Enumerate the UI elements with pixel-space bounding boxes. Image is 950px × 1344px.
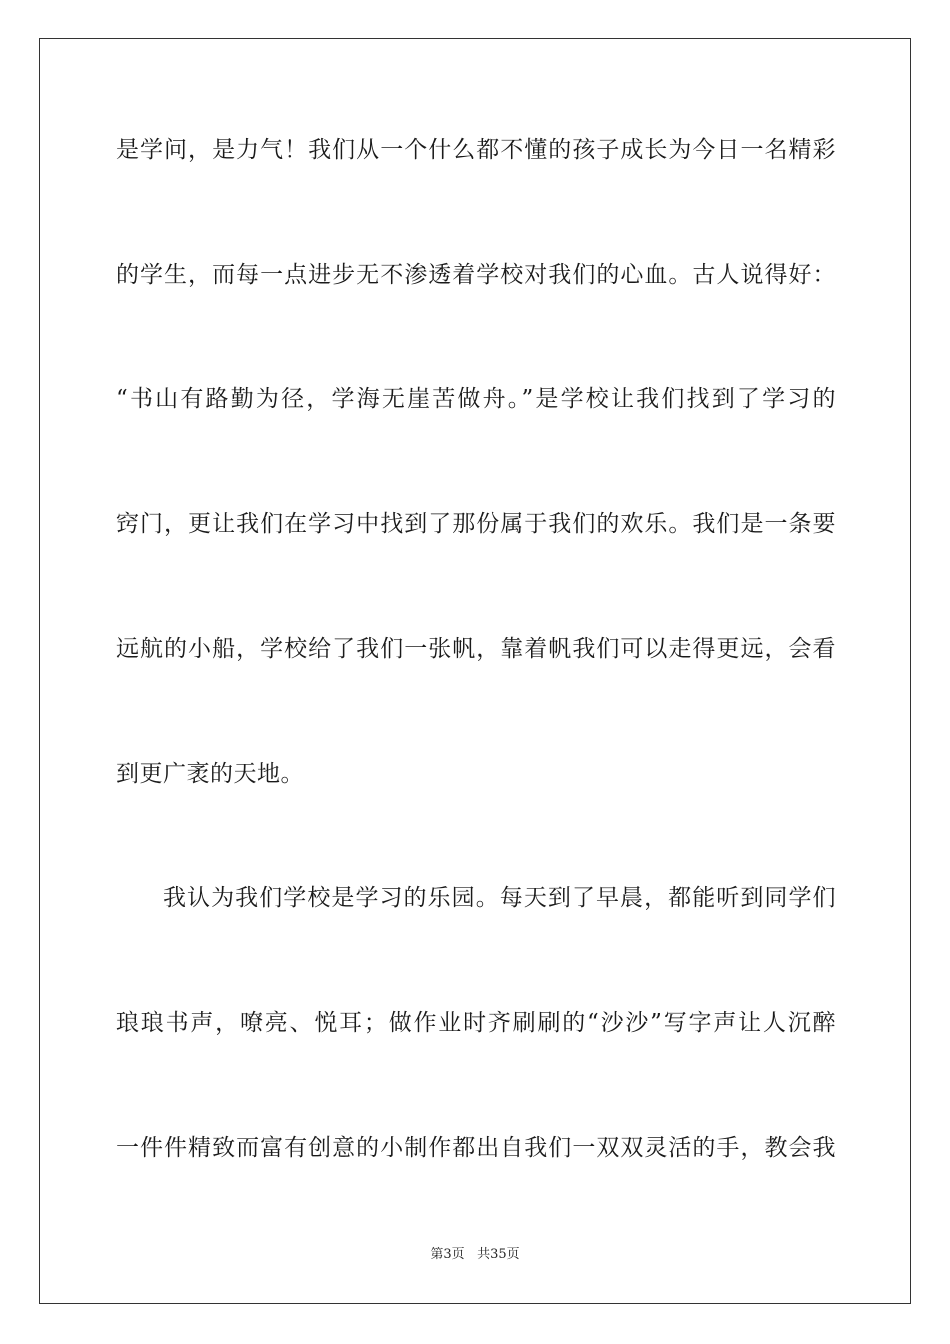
- text-line: 一件件精致而富有创意的小制作都出自我们一双双灵活的手，教会我: [116, 1135, 836, 1161]
- text-line: 是学问，是力气！我们从一个什么都不懂的孩子成长为今日一名精彩: [116, 137, 836, 163]
- text-line: 窍门，更让我们在学习中找到了那份属于我们的欢乐。我们是一条要: [116, 511, 836, 537]
- page-footer: [0, 1246, 950, 1264]
- page-number: 第3页: [430, 1247, 465, 1262]
- page-border: [39, 38, 911, 1304]
- paragraph-first-line: 我认为我们学校是学习的乐园。每天到了早晨，都能听到同学们: [163, 885, 836, 911]
- text-line: 到更广袤的天地。: [116, 761, 304, 787]
- text-line: 的学生，而每一点进步无不渗透着学校对我们的心血。古人说得好：: [116, 262, 836, 288]
- text-line: 琅琅书声，嘹亮、悦耳；做作业时齐刷刷的“沙沙”写字声让人沉醉: [116, 1010, 836, 1036]
- total-pages: 共35页: [477, 1247, 520, 1262]
- text-line: 远航的小船，学校给了我们一张帆，靠着帆我们可以走得更远，会看: [116, 636, 836, 662]
- text-line: “书山有路勤为径，学海无崖苦做舟。”是学校让我们找到了学习的: [116, 386, 836, 412]
